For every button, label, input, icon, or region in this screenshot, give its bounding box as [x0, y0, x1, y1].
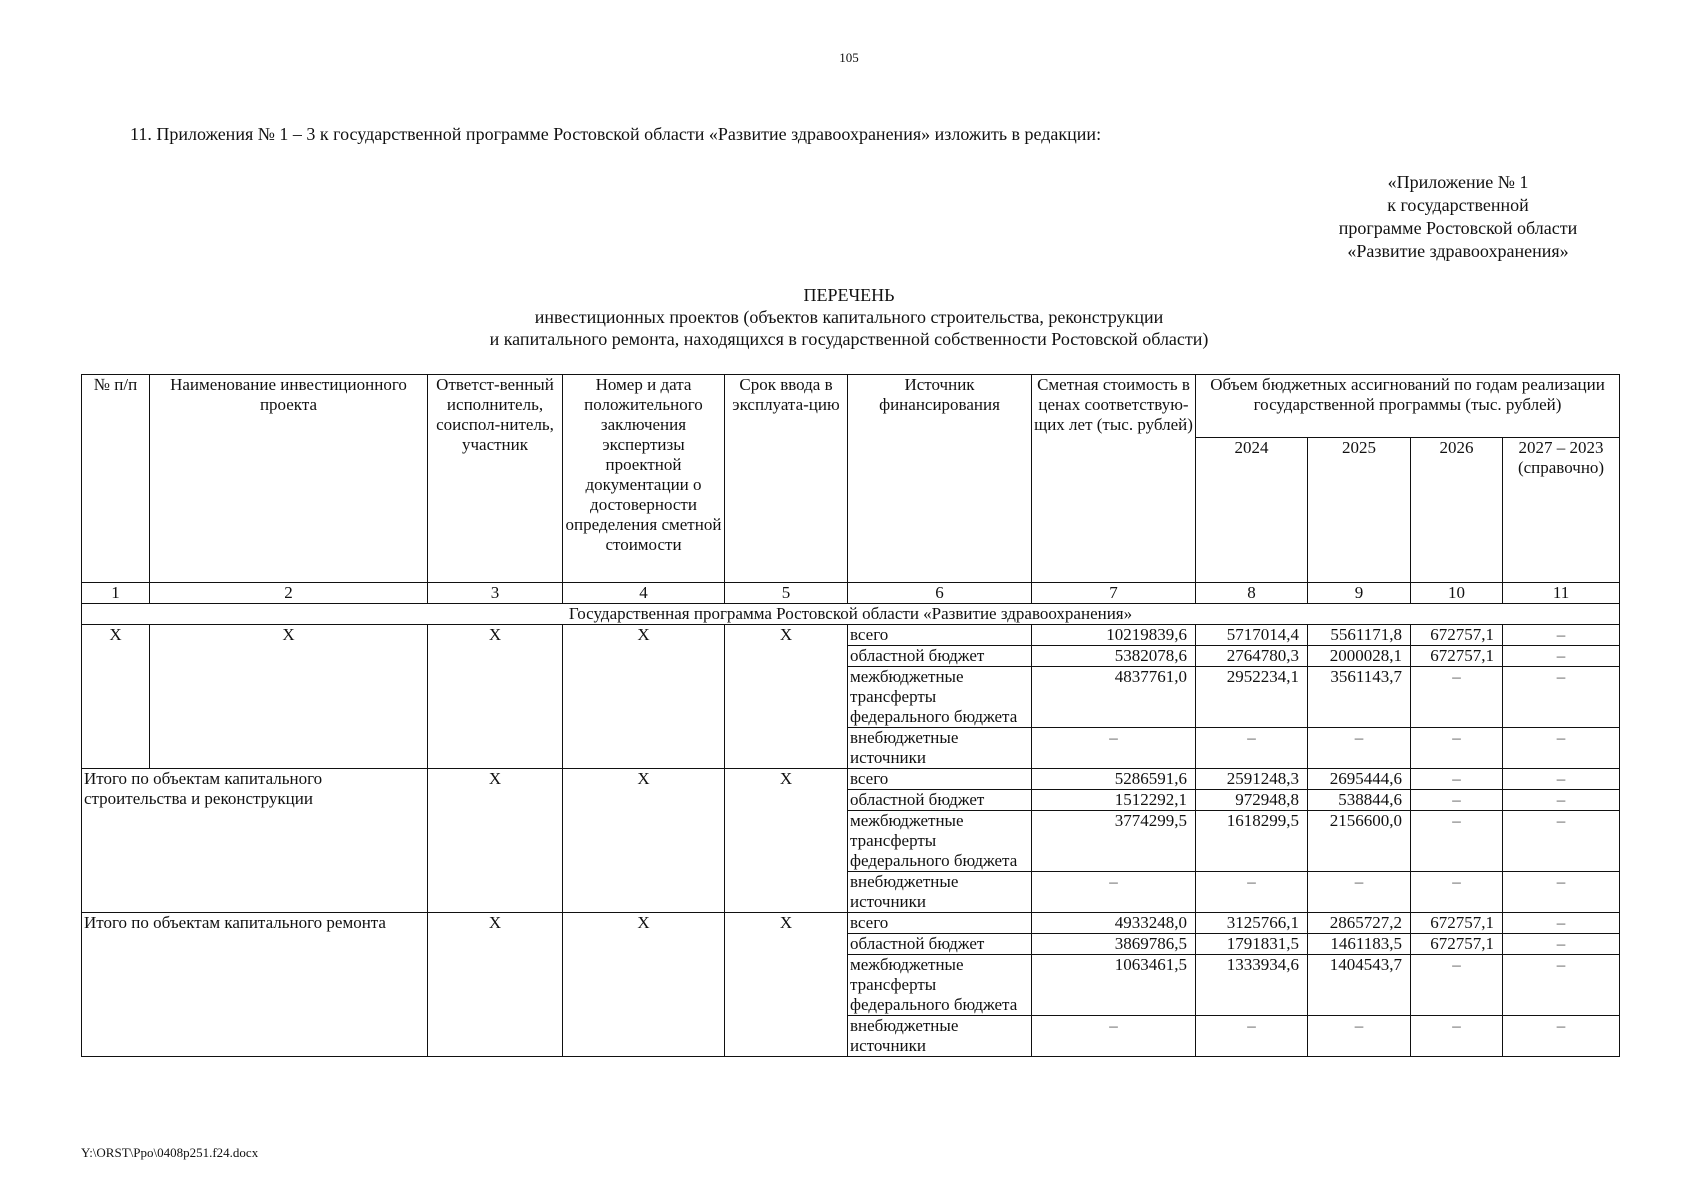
- column-number: 6: [848, 583, 1032, 604]
- y2027-cell: –: [1503, 728, 1620, 769]
- cost-cell: 3869786,5: [1032, 934, 1196, 955]
- header-expertise: Номер и дата положительного заключения экспертизы проектной документации о достоверности определения сметной стоимости: [563, 375, 725, 583]
- y2027-cell: –: [1503, 811, 1620, 872]
- mark-cell: X: [428, 913, 563, 1057]
- column-number: 8: [1196, 583, 1308, 604]
- column-number: 5: [725, 583, 848, 604]
- column-numbers-row: [82, 583, 1620, 604]
- cost-cell: 1063461,5: [1032, 955, 1196, 1016]
- y2024-cell: 972948,8: [1196, 790, 1308, 811]
- mark-cell: X: [563, 625, 725, 769]
- y2027-cell: –: [1503, 769, 1620, 790]
- y2026-cell: –: [1411, 811, 1503, 872]
- investment-projects-table: [81, 374, 1620, 1057]
- cost-cell: –: [1032, 1016, 1196, 1057]
- mark-cell: X: [725, 625, 848, 769]
- source-cell: областной бюджет: [848, 790, 1032, 811]
- y2026-cell: 672757,1: [1411, 934, 1503, 955]
- appendix-reference: [1308, 171, 1608, 263]
- column-number: 7: [1032, 583, 1196, 604]
- cost-cell: 1512292,1: [1032, 790, 1196, 811]
- source-cell: всего: [848, 625, 1032, 646]
- column-number: 3: [428, 583, 563, 604]
- cost-cell: 5286591,6: [1032, 769, 1196, 790]
- y2027-cell: –: [1503, 667, 1620, 728]
- y2026-cell: 672757,1: [1411, 646, 1503, 667]
- program-title-row: [82, 604, 1620, 625]
- header-2026: 2026: [1411, 438, 1503, 583]
- y2026-cell: 672757,1: [1411, 913, 1503, 934]
- y2027-cell: –: [1503, 913, 1620, 934]
- table-body: [82, 583, 1620, 1057]
- y2026-cell: –: [1411, 667, 1503, 728]
- cost-cell: 10219839,6: [1032, 625, 1196, 646]
- y2027-cell: –: [1503, 646, 1620, 667]
- header-budget-group: Объем бюджетных ассигнований по годам реализации государственной программы (тыс. рублей): [1196, 375, 1620, 438]
- y2026-cell: 672757,1: [1411, 625, 1503, 646]
- y2026-cell: –: [1411, 872, 1503, 913]
- column-number: 10: [1411, 583, 1503, 604]
- y2024-cell: 1333934,6: [1196, 955, 1308, 1016]
- y2025-cell: –: [1308, 872, 1411, 913]
- mark-cell: X: [428, 769, 563, 913]
- y2027-cell: –: [1503, 934, 1620, 955]
- mark-cell: X: [563, 769, 725, 913]
- y2024-cell: –: [1196, 1016, 1308, 1057]
- page-number: 105: [839, 50, 859, 65]
- y2025-cell: 2865727,2: [1308, 913, 1411, 934]
- y2027-cell: –: [1503, 790, 1620, 811]
- header-cost: Сметная стоимость в ценах соответствую-щих лет (тыс. рублей): [1032, 375, 1196, 583]
- y2025-cell: –: [1308, 728, 1411, 769]
- source-cell: всего: [848, 769, 1032, 790]
- section-label: Итого по объектам капитального строительства и реконструкции: [82, 769, 428, 913]
- program-title: Государственная программа Ростовской области «Развитие здравоохранения»: [82, 604, 1620, 625]
- source-cell: всего: [848, 913, 1032, 934]
- mark-cell: X: [725, 913, 848, 1057]
- header-2025: 2025: [1308, 438, 1411, 583]
- heading-line-2: инвестиционных проектов (объектов капитального строительства, реконструкции: [534, 307, 1164, 327]
- y2025-cell: 2156600,0: [1308, 811, 1411, 872]
- appendix-line-2: к государственной: [1387, 195, 1529, 215]
- column-number: 9: [1308, 583, 1411, 604]
- column-number: 11: [1503, 583, 1620, 604]
- cost-cell: 5382078,6: [1032, 646, 1196, 667]
- source-cell: межбюджетные трансферты федерального бюджета: [848, 811, 1032, 872]
- y2026-cell: –: [1411, 955, 1503, 1016]
- y2024-cell: 2764780,3: [1196, 646, 1308, 667]
- mark-cell: X: [725, 769, 848, 913]
- y2024-cell: –: [1196, 872, 1308, 913]
- document-heading: [0, 284, 1698, 350]
- source-cell: межбюджетные трансферты федерального бюджета: [848, 667, 1032, 728]
- table-row: [82, 913, 1620, 934]
- header-2024: 2024: [1196, 438, 1308, 583]
- mark-cell: X: [82, 625, 150, 769]
- source-cell: внебюджетные источники: [848, 872, 1032, 913]
- mark-cell: X: [563, 913, 725, 1057]
- y2025-cell: 3561143,7: [1308, 667, 1411, 728]
- y2024-cell: 1618299,5: [1196, 811, 1308, 872]
- cost-cell: 4933248,0: [1032, 913, 1196, 934]
- source-cell: областной бюджет: [848, 646, 1032, 667]
- y2024-cell: 1791831,5: [1196, 934, 1308, 955]
- header-no: № п/п: [82, 375, 150, 583]
- mark-cell: X: [428, 625, 563, 769]
- cost-cell: 4837761,0: [1032, 667, 1196, 728]
- table-row: [82, 769, 1620, 790]
- y2026-cell: –: [1411, 1016, 1503, 1057]
- y2026-cell: –: [1411, 790, 1503, 811]
- y2025-cell: 2000028,1: [1308, 646, 1411, 667]
- y2025-cell: –: [1308, 1016, 1411, 1057]
- y2027-cell: –: [1503, 955, 1620, 1016]
- header-source: Источник финансирования: [848, 375, 1032, 583]
- column-number: 2: [150, 583, 428, 604]
- table-header: [82, 375, 1620, 583]
- heading-title: ПЕРЕЧЕНЬ: [803, 285, 895, 305]
- source-cell: межбюджетные трансферты федерального бюджета: [848, 955, 1032, 1016]
- appendix-line-1: «Приложение № 1: [1387, 172, 1529, 192]
- cost-cell: –: [1032, 728, 1196, 769]
- y2027-cell: –: [1503, 1016, 1620, 1057]
- y2025-cell: 1461183,5: [1308, 934, 1411, 955]
- y2024-cell: 5717014,4: [1196, 625, 1308, 646]
- y2026-cell: –: [1411, 728, 1503, 769]
- y2025-cell: 538844,6: [1308, 790, 1411, 811]
- source-cell: внебюджетные источники: [848, 1016, 1032, 1057]
- y2025-cell: 5561171,8: [1308, 625, 1411, 646]
- header-commissioning: Срок ввода в эксплуата-цию: [725, 375, 848, 583]
- section-label: Итого по объектам капитального ремонта: [82, 913, 428, 1057]
- y2024-cell: 3125766,1: [1196, 913, 1308, 934]
- y2027-cell: –: [1503, 872, 1620, 913]
- mark-cell: X: [150, 625, 428, 769]
- cost-cell: 3774299,5: [1032, 811, 1196, 872]
- heading-line-3: и капитального ремонта, находящихся в государственной собственности Ростовской области): [489, 329, 1209, 349]
- header-executor: Ответст-венный исполнитель, соиспол-нитель, участник: [428, 375, 563, 583]
- file-path-footer: Y:\ORST\Ppo\0408p251.f24.docx: [81, 1145, 259, 1160]
- cost-cell: –: [1032, 872, 1196, 913]
- y2026-cell: –: [1411, 769, 1503, 790]
- appendix-line-4: «Развитие здравоохранения»: [1347, 241, 1569, 261]
- y2025-cell: 2695444,6: [1308, 769, 1411, 790]
- y2027-cell: –: [1503, 625, 1620, 646]
- y2024-cell: –: [1196, 728, 1308, 769]
- y2024-cell: 2952234,1: [1196, 667, 1308, 728]
- source-cell: внебюджетные источники: [848, 728, 1032, 769]
- appendix-line-3: программе Ростовской области: [1338, 218, 1578, 238]
- header-name: Наименование инвестиционного проекта: [150, 375, 428, 583]
- y2025-cell: 1404543,7: [1308, 955, 1411, 1016]
- column-number: 1: [82, 583, 150, 604]
- y2024-cell: 2591248,3: [1196, 769, 1308, 790]
- table-row: [82, 625, 1620, 646]
- source-cell: областной бюджет: [848, 934, 1032, 955]
- header-2027: 2027 – 2023 (справочно): [1503, 438, 1620, 583]
- intro-paragraph: 11. Приложения № 1 – 3 к государственной программе Ростовской области «Развитие здравоохранения» изложить в редакции:: [130, 124, 1102, 144]
- column-number: 4: [563, 583, 725, 604]
